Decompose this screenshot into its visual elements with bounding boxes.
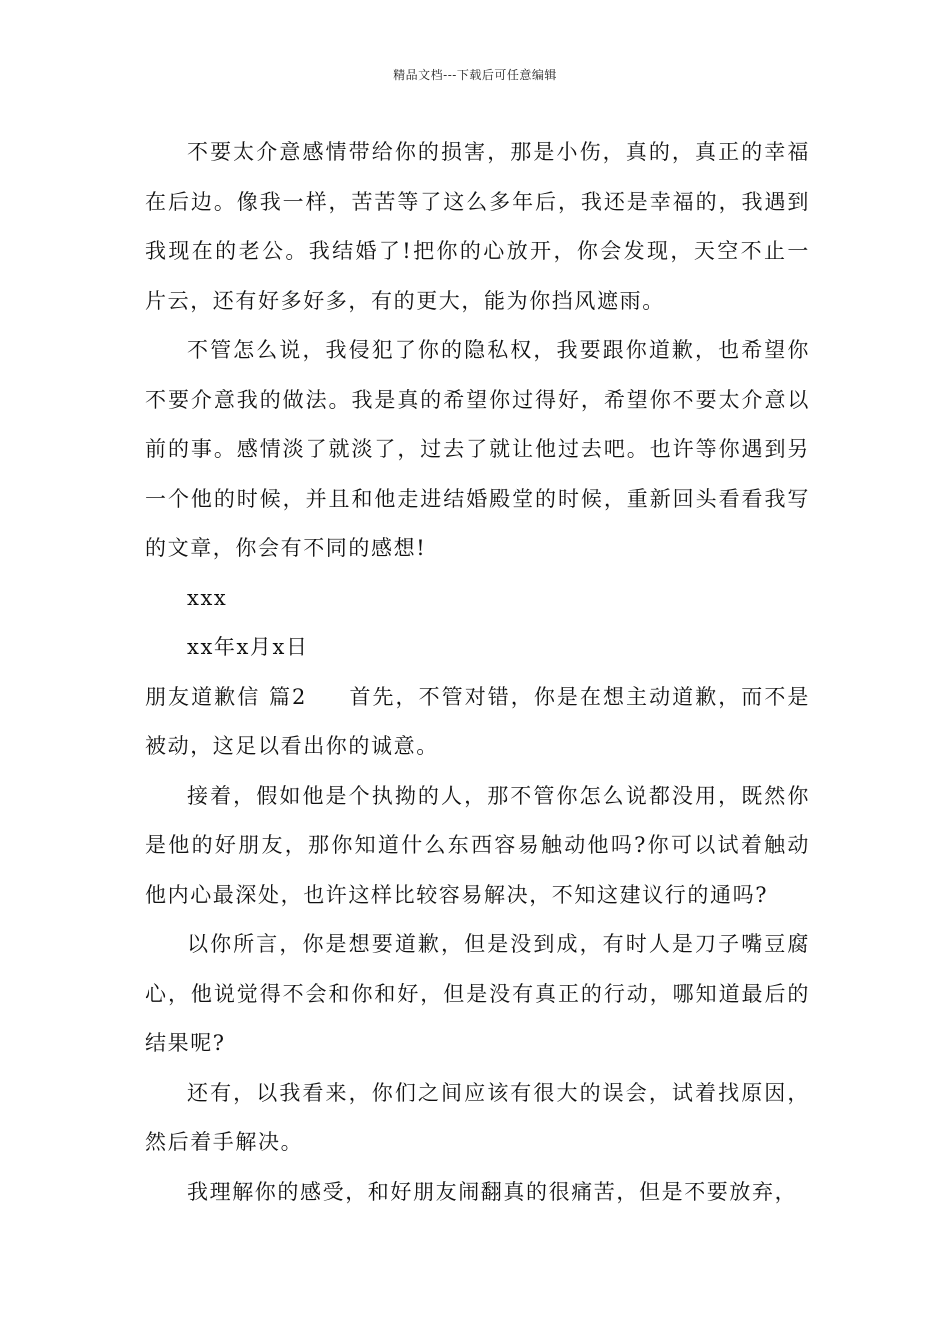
page-header: 精品文档---下载后可任意编辑 xyxy=(393,68,557,82)
paragraph-1: 不要太介意感情带给你的损害，那是小伤，真的，真正的幸福在后边。像我一样，苦苦等了这么多年后，我还是幸福的，我遇到我现在的老公。我结婚了!把你的心放开，你会发现，天空不止一片云，还有好多好多，有的更大，能为你挡风遮雨。 xyxy=(145,140,810,313)
paragraph-3: 首先，不管对错，你是在想主动道歉，而不是被动，这足以看出你的诚意。 xyxy=(145,684,811,758)
paragraph-4: 接着，假如他是个执拗的人，那不管你怎么说都没用，既然你是他的好朋友，那你知道什么东西容易触动他吗?你可以试着触动他内心最深处，也许这样比较容易解决，不知这建议行的通吗? xyxy=(145,783,810,907)
section-paragraph xyxy=(145,673,810,772)
section-title: 朋友道歉信 篇2 xyxy=(145,684,307,709)
paragraph-5: 以你所言，你是想要道歉，但是没到成，有时人是刀子嘴豆腐心，他说觉得不会和你和好，但是没有真正的行动，哪知道最后的结果呢? xyxy=(145,932,810,1055)
paragraph-7: 我理解你的感受，和好朋友闹翻真的很痛苦，但是不要放弃， xyxy=(187,1179,798,1204)
signature-name: xxx xyxy=(187,585,228,610)
document-body xyxy=(145,128,810,1217)
paragraph-6: 还有，以我看来，你们之间应该有很大的误会，试着找原因，然后着手解决。 xyxy=(145,1080,810,1154)
signature-date: xx年x月x日 xyxy=(187,635,309,659)
paragraph-2: 不管怎么说，我侵犯了你的隐私权，我要跟你道歉，也希望你不要介意我的做法。我是真的希望你过得好，希望你不要太介意以前的事。感情淡了就淡了，过去了就让他过去吧。也许等你遇到另一个他的时候，并且和他走进结婚殿堂的时候，重新回头看看我写的文章，你会有不同的感想! xyxy=(145,338,810,560)
